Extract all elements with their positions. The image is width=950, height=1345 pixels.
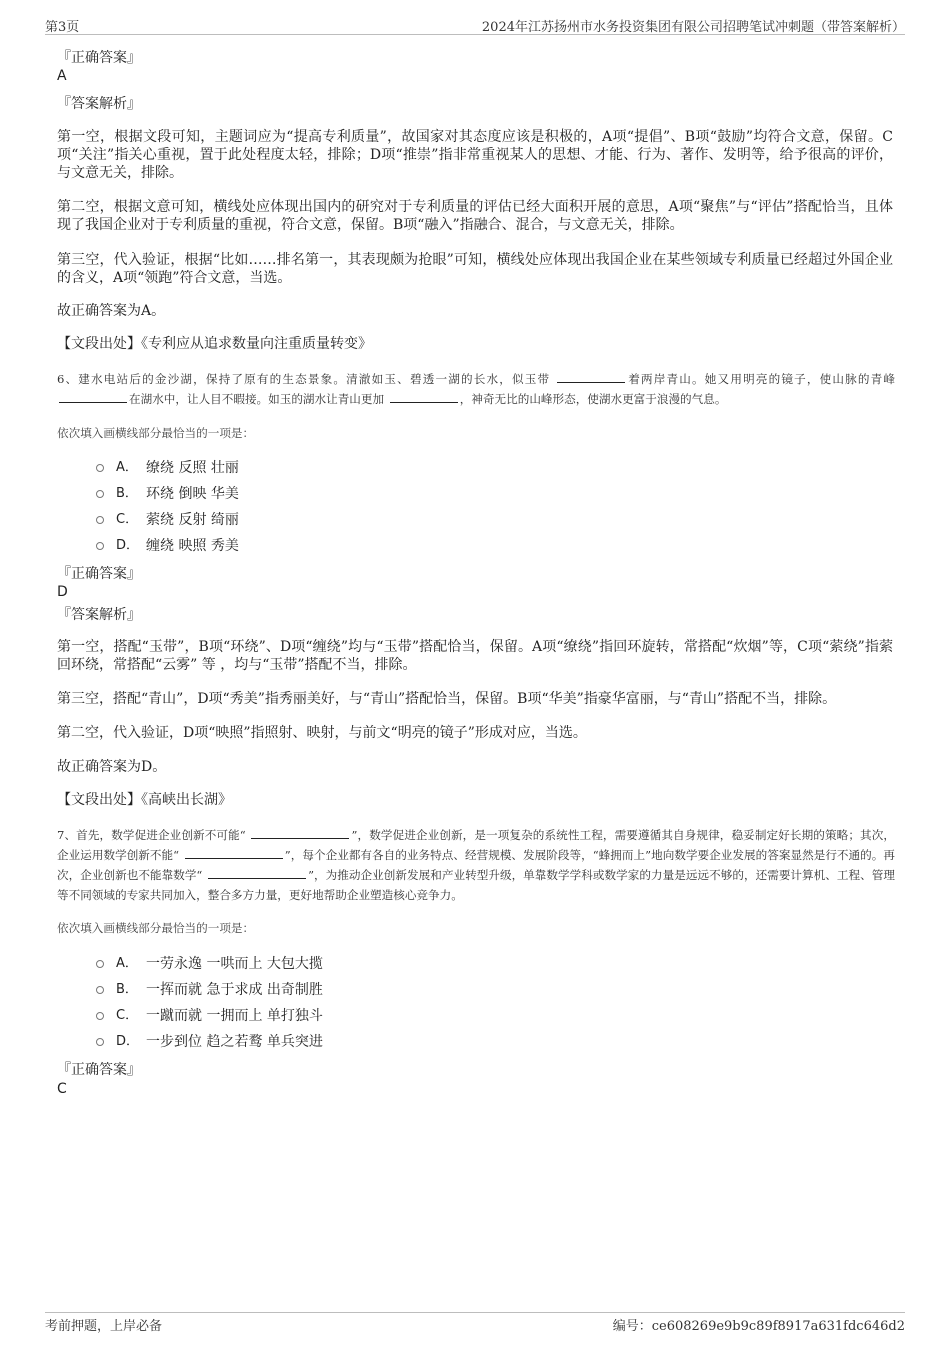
q6-answer: D — [57, 584, 68, 600]
q5-analysis-para-3: 第三空，代入验证，根据“比如……排名第一，其表现颇为抢眼”可知，横线处应体现出我国企业在某些领域专利质量已经超过外国企业的含义，A项“领跑”符合文意，当选。 — [57, 252, 893, 286]
q7-stem: 7、首先，数学促进企业创新不可能“ ”，数学促进企业创新，是一项复杂的系统性工程，需要遵循其自身规律，稳妥制定好长期的策略；其次，企业运用数学创新不能“ ”，每个企业都有各自的业务特点、经营规模、发展阶段等，“蜂拥而上”地向数学要企业发展的答案显然是行不通的。再次，企业创新也不能靠数学“ ”，为推动企业创新发展和产业转型升级，单靠数学学科或数学家的力量是远远不够的，还需要计算机、工程、管理等不同领域的专家共同加入，整合多方力量，更好地帮助企业塑造核心竞争力。 — [57, 828, 895, 902]
radio-icon[interactable] — [96, 490, 104, 498]
q6-analysis-para-3: 第二空，代入验证，D项“映照”指照射、映射，与前文“明亮的镜子”形成对应，当选。 — [57, 725, 587, 741]
q6-prompt: 依次填入画横线部分最恰当的一项是： — [57, 426, 255, 440]
radio-icon[interactable] — [96, 516, 104, 524]
document-serial: 编号：ce608269e9b9c89f8917a631fdc646d2 — [612, 1319, 905, 1334]
page-footer — [45, 1312, 905, 1337]
q5-conclusion: 故正确答案为A。 — [57, 303, 166, 319]
q7-answer: C — [57, 1081, 67, 1097]
q6-source: 【文段出处】《高峡出长湖》 — [57, 792, 232, 808]
q5-analysis-para-1: 第一空，根据文段可知，主题词应为“提高专利质量”，故国家对其态度应该是积极的，A项“提倡”、B项“鼓励”均符合文意，保留。C项“关注”指关心重视，置于此处程度太轻，排除；D项“推崇”指非常重视某人的思想、才能、行为、著作、发明等，给予很高的评价，与文意无关，排除。 — [57, 129, 893, 181]
q6-analysis-para-2: 第三空，搭配“青山”，D项“秀美”指秀丽美好，与“青山”搭配恰当，保留。B项“华美”指豪华富丽，与“青山”搭配不当，排除。 — [57, 691, 837, 707]
q7-prompt: 依次填入画横线部分最恰当的一项是： — [57, 921, 255, 935]
q5-analysis-label: 『答案解析』 — [57, 96, 141, 112]
q6-blank-2 — [59, 390, 127, 403]
q6-blank-1 — [557, 370, 625, 383]
radio-icon[interactable] — [96, 1012, 104, 1020]
radio-icon[interactable] — [96, 986, 104, 994]
footer-slogan: 考前押题，上岸必备 — [45, 1319, 163, 1334]
q6-analysis-para-1: 第一空，搭配“玉带”，B项“环绕”、D项“缠绕”均与“玉带”搭配恰当，保留。A项“缭绕”指回环旋转，常搭配“炊烟”等，C项“萦绕”指萦回环绕，常搭配“云雾” 等 ，均与“玉带”搭配不当，排除。 — [57, 639, 893, 673]
radio-icon[interactable] — [96, 960, 104, 968]
q5-answer-label: 『正确答案』 — [57, 50, 141, 66]
q5-source: 【文段出处】《专利应从追求数量向注重质量转变》 — [57, 336, 372, 352]
q6-conclusion: 故正确答案为D。 — [57, 759, 167, 775]
document-title: 2024年江苏扬州市水务投资集团有限公司招聘笔试冲刺题（带答案解析） — [481, 20, 905, 35]
q7-blank-1 — [251, 826, 349, 839]
radio-icon[interactable] — [96, 464, 104, 472]
page-number: 第3页 — [45, 20, 80, 35]
q7-answer-label: 『正确答案』 — [57, 1062, 141, 1078]
q6-blank-3 — [390, 390, 458, 403]
q6-answer-label: 『正确答案』 — [57, 566, 141, 582]
q7-blank-2 — [185, 846, 283, 859]
q5-answer: A — [57, 68, 67, 84]
radio-icon[interactable] — [96, 542, 104, 550]
page-header — [45, 14, 905, 35]
q5-analysis-para-2: 第二空，根据文意可知，横线处应体现出国内的研究对于专利质量的评估已经大面积开展的意思，A项“聚焦”与“评估”搭配恰当，且体现了我国企业对于专利质量的重视，符合文意，保留。B项“融入”指融合、混合，与文意无关，排除。 — [57, 199, 893, 233]
q6-analysis-label: 『答案解析』 — [57, 607, 141, 623]
radio-icon[interactable] — [96, 1038, 104, 1046]
q6-stem: 6、建水电站后的金沙湖，保持了原有的生态景象。清澈如玉、碧透一湖的长水，似玉带 着两岸青山。她又用明亮的镜子，使山脉的青峰 在湖水中，让人目不暇接。如玉的湖水让青山更加 ，神奇无比的山峰形态，使湖水更富于浪漫的气息。 — [57, 372, 895, 406]
q7-blank-3 — [208, 866, 306, 879]
